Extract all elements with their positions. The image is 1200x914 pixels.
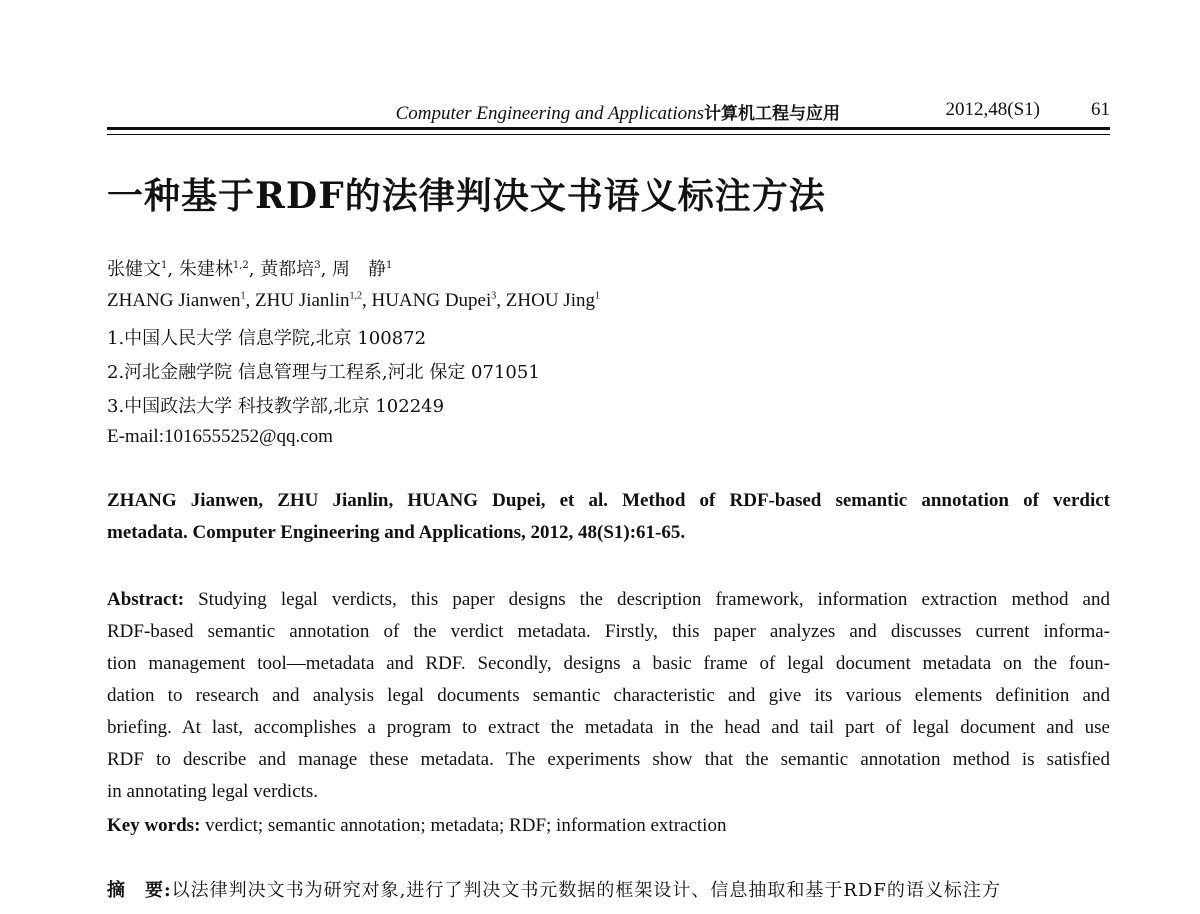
abstract-line: dation to research and analysis legal documents semantic characteristic and give its various elements definition and [107,685,1110,706]
abstract-label: Abstract: [107,589,185,610]
author-name: ZHU Jianlin [255,290,350,311]
abstract-line: briefing. At last, accomplishes a program to extract the metadata in the head and tail part of legal document and use [107,717,1110,738]
author-name: HUANG Dupei [371,290,492,311]
author-name: 张健文 [107,259,161,280]
journal-name-cn: 计算机工程与应用 [704,104,840,124]
abstract-line [107,589,1110,611]
author-sup: 1 [386,260,393,271]
cn-abstract-text: 以法律判决文书为研究对象,进行了判决文书元数据的框架设计、信息抽取和基于RDF的语义标注方 [171,880,1001,901]
abstract-line: tion management tool—metadata and RDF. Secondly, designs a basic frame of legal document metadata on the foun- [107,653,1110,674]
email: E-mail:1016555252@qq.com [107,426,333,447]
header-rule-thin [107,134,1110,135]
abstract-text: Studying legal verdicts, this paper designs the description framework, information extraction method and [184,589,1110,610]
abstract-line: RDF to describe and manage these metadata. The experiments show that the semantic annotation method is satisfied [107,749,1110,770]
citation-line: ZHANG Jianwen, ZHU Jianlin, HUANG Dupei, et al. Method of RDF-based semantic annotation of verdict [107,490,1110,511]
abstract-line: RDF-based semantic annotation of the verdict metadata. Firstly, this paper analyzes and discusses current informa- [107,621,1110,642]
author-name: 朱建林 [178,259,233,280]
paper-title: 一种基于RDF的法律判决文书语义标注方法 [107,175,826,217]
author-name: 黄都培 [260,259,315,280]
affiliation: 3.中国政法大学 科技教学部,北京 102249 [107,396,445,417]
author-sup: 1 [594,290,600,302]
cn-abstract-label: 摘 要: [107,880,172,901]
author-sup: 3 [314,260,321,271]
citation-line: metadata. Computer Engineering and Applications, 2012, 48(S1):61-65. [107,522,686,543]
affiliation: 2.河北金融学院 信息管理与工程系,河北 保定 071051 [107,362,540,383]
abstract-line: in annotating legal verdicts. [107,781,319,802]
author-sup: 1 [240,290,246,302]
issue-info: 2012,48(S1) [945,99,1040,120]
author-name: 周 静 [332,259,387,280]
cn-abstract [107,876,1001,902]
author-name: ZHOU Jing [505,290,595,311]
author-name: ZHANG Jianwen [107,290,241,311]
author-sup: 1,2 [232,260,249,271]
keywords-label: Key words: [107,815,201,836]
author-sup: 1 [161,260,168,271]
authors-cn: 张健文$^1$, 朱建林$^{1,2}$, 黄都培$^3$, 周 静$^1$ [107,259,393,280]
author-sup: 1,2 [349,290,362,302]
journal-name [396,99,840,125]
running-header [107,99,1110,123]
header-rule-thick [107,127,1110,130]
author-sup: 3 [491,290,497,302]
page-number: 61 [1091,99,1110,120]
affiliation: 1.中国人民大学 信息学院,北京 100872 [107,328,427,349]
journal-name-en: Computer Engineering and Applications [395,103,704,124]
keywords [107,815,726,837]
keywords-text: verdict; semantic annotation; metadata; RDF; information extraction [200,815,727,836]
authors-en: ZHANG Jianwen$^1$, ZHU Jianlin$^{1,2}$, HUANG Dupei$^3$, ZHOU Jing$^1$ [107,290,600,311]
